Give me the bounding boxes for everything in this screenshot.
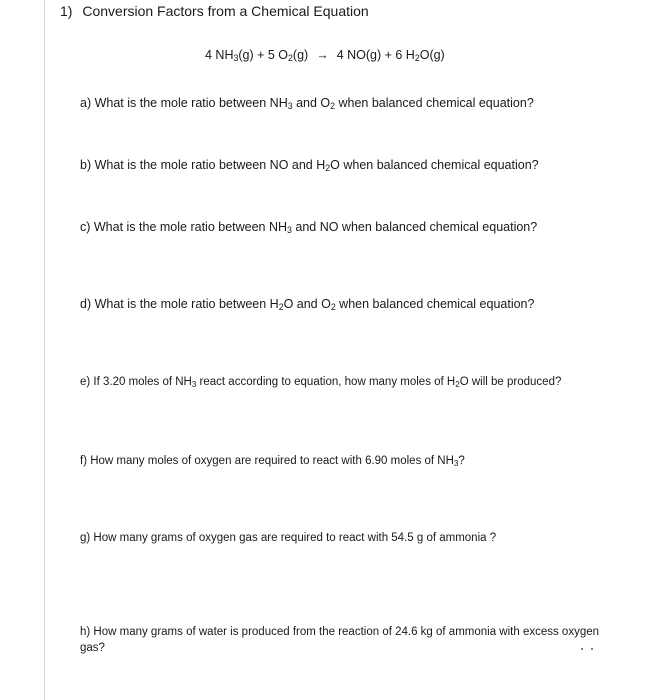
question-e: e) If 3.20 moles of $NH_3$ react according to equation, how many moles of $H_2O$ will be produced? xyxy=(80,376,562,389)
question-a: a) What is the mole ratio between $NH_3$ and $O_2$ when balanced chemical equation? xyxy=(80,96,534,111)
chemical-equation: 4 $NH_3(g) + 5$ $O_2(g) \to 4$ NO(g) + 6 $H_2O(g)$ xyxy=(205,48,445,63)
section-heading xyxy=(60,3,369,19)
question-d: d) What is the mole ratio between $H_2O$ and $O_2$ when balanced chemical equation? xyxy=(80,297,535,312)
section-title: Conversion Factors from a Chemical Equation xyxy=(82,3,369,19)
page-left-border xyxy=(44,0,45,700)
question-g: g) How many grams of oxygen gas are required to react with 54.5 g of ammonia ? xyxy=(80,532,497,544)
section-number: 1) xyxy=(60,3,73,19)
question-b: b) What is the mole ratio between NO and $H_2O$ when balanced chemical equation? xyxy=(80,158,539,173)
reaction-arrow: → xyxy=(316,48,329,62)
question-c: c) What is the mole ratio between $NH_3$ and NO when balanced chemical equation? xyxy=(80,220,538,235)
stray-marks xyxy=(581,648,595,652)
question-f: f) How many moles of oxygen are required to react with 6.90 moles of $NH_3$? xyxy=(80,455,465,468)
question-h: h) How many grams of water is produced from the reaction of 24.6 kg of ammonia with excess oxygen gas? xyxy=(80,626,600,654)
